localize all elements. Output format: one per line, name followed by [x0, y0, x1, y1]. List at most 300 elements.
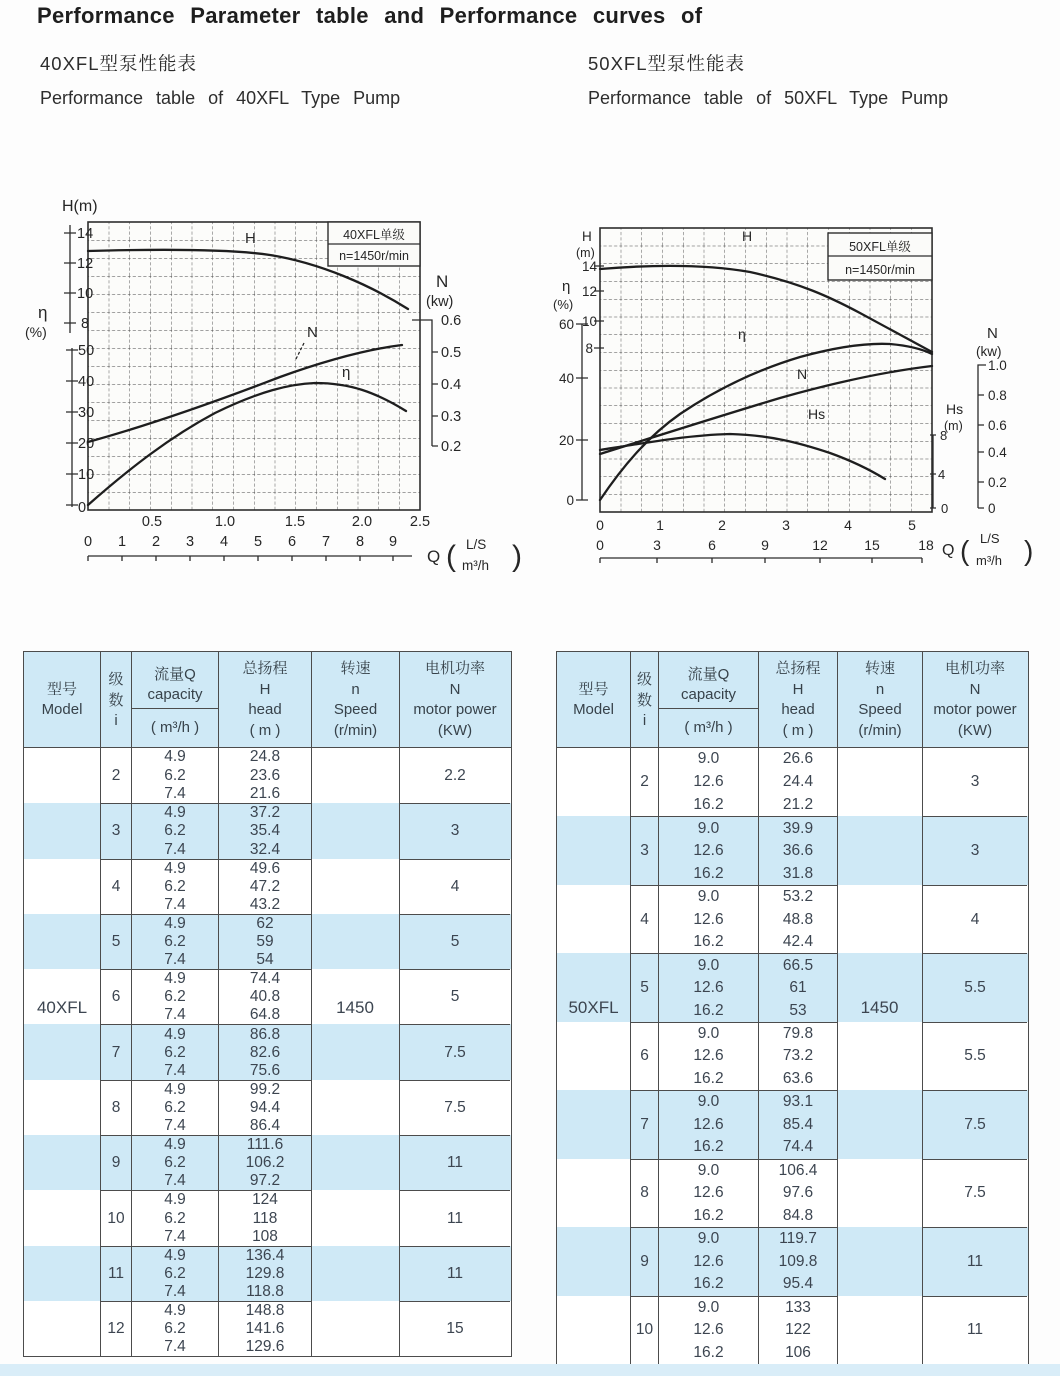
- head-value: 31.8: [782, 864, 814, 882]
- capacity-value: 4.9: [164, 1302, 186, 1320]
- head-value: 39.9: [782, 819, 814, 837]
- stage-header-zh: 级数: [108, 670, 124, 709]
- head-value: 118.8: [246, 1282, 284, 1300]
- speed-cell: [311, 748, 399, 803]
- stage-cell: 9: [100, 1135, 131, 1190]
- capacity-cell: [131, 1080, 218, 1135]
- capacity-cell: [131, 803, 218, 858]
- head-value: 36.6: [782, 842, 814, 860]
- head-cell: [218, 1135, 311, 1190]
- capacity-value: 9.0: [697, 956, 720, 974]
- head-value: 129.8: [245, 1264, 285, 1282]
- q-axis-label: [427, 537, 522, 573]
- n-tick-label: 0.6: [441, 313, 462, 329]
- capacity-value: 16.2: [693, 1069, 724, 1087]
- power-cell: 11: [922, 1227, 1027, 1295]
- capacity-cell: [131, 859, 218, 914]
- power-header-unit: (KW): [957, 721, 993, 739]
- capacity-value: 16.2: [693, 864, 724, 882]
- speed-header-en: Speed: [333, 701, 378, 718]
- table-row: [24, 1301, 511, 1356]
- n-axis-label: N: [987, 325, 998, 342]
- head-cell: [758, 1022, 837, 1090]
- head-value: 21.6: [249, 785, 281, 803]
- capacity-value: 4.9: [164, 1080, 186, 1098]
- x-tick-ls: 2.5: [409, 514, 431, 530]
- speed-header-unit: (r/min): [333, 721, 378, 739]
- stage-cell: 10: [630, 1296, 658, 1364]
- table-row: [24, 803, 511, 858]
- capacity-value: 7.4: [164, 840, 186, 858]
- eta-curve-label: η: [738, 326, 746, 342]
- head-value: 43.2: [249, 895, 281, 913]
- head-value: 99.2: [249, 1080, 281, 1098]
- head-cell: [758, 953, 837, 1021]
- performance-chart-50xfl: [550, 195, 1060, 590]
- table-body: [24, 748, 511, 1356]
- model-cell: [24, 1246, 100, 1301]
- model-cell: [557, 1296, 630, 1364]
- eta-curve-label: η: [342, 364, 351, 381]
- model-cell: [557, 1022, 630, 1090]
- paren-close: ): [1024, 535, 1034, 566]
- head-value: 106.2: [245, 1154, 285, 1172]
- hs-axis-unit: (m): [944, 419, 963, 433]
- n-tick-label: 0.2: [441, 439, 462, 455]
- head-value: 63.6: [782, 1069, 814, 1087]
- power-header-sym: N: [969, 680, 981, 698]
- head-value: 84.8: [782, 1206, 814, 1224]
- table-body: [557, 748, 1028, 1364]
- capacity-value: 7.4: [164, 1117, 186, 1135]
- x-tick-ls: 1: [656, 517, 664, 533]
- stage-cell: 5: [100, 914, 131, 969]
- capacity-value: 6.2: [164, 877, 186, 895]
- stage-cell: 9: [630, 1227, 658, 1295]
- head-value: 73.2: [782, 1047, 814, 1065]
- chart-legend-40xfl: [328, 222, 420, 266]
- x-tick-m3h: 18: [918, 537, 934, 553]
- stage-cell: 3: [100, 803, 131, 858]
- head-header: [758, 652, 837, 747]
- speed-header: [837, 652, 922, 747]
- n-tick-label: 0.8: [988, 388, 1007, 403]
- eta-tick-label: 20: [78, 436, 95, 452]
- capacity-value: 6.2: [164, 988, 186, 1006]
- eta-tick-label: 40: [78, 374, 95, 390]
- hs-curve-label: Hs: [808, 406, 826, 422]
- head-value: 97.2: [249, 1172, 281, 1190]
- capacity-cell: [658, 1227, 758, 1295]
- head-value: 136.4: [245, 1246, 285, 1264]
- capacity-value: 7.4: [164, 1061, 186, 1079]
- capacity-value: 7.4: [164, 785, 186, 803]
- head-value: 59: [256, 933, 274, 951]
- model-cell: [24, 914, 100, 969]
- eta-axis-label: η: [562, 278, 571, 295]
- table-row: [557, 1296, 1028, 1364]
- hs-tick-label: 0: [941, 501, 949, 516]
- stage-header-en: i: [642, 711, 647, 729]
- speed-header: [311, 652, 399, 747]
- capacity-value: 16.2: [693, 1275, 724, 1293]
- eta-tick-label: 40: [558, 371, 574, 386]
- head-value: 24.8: [249, 748, 281, 766]
- head-value: 48.8: [782, 910, 814, 928]
- head-value: 47.2: [249, 877, 281, 895]
- stage-cell: 2: [630, 748, 658, 816]
- capacity-value: 9.0: [697, 1230, 720, 1248]
- head-cell: [218, 969, 311, 1024]
- head-cell: [218, 1024, 311, 1079]
- head-value: 23.6: [249, 766, 281, 784]
- n-tick-label: 1.0: [988, 358, 1007, 373]
- stage-cell: 5: [630, 953, 658, 1021]
- eta-tick-label: 10: [78, 467, 95, 483]
- capacity-value: 6.2: [164, 1264, 186, 1282]
- x-axis-m3h-labels: [84, 534, 397, 550]
- q-label: Q: [427, 547, 441, 566]
- capacity-cell: [658, 816, 758, 884]
- head-cell: [218, 748, 311, 803]
- stage-cell: 3: [630, 816, 658, 884]
- speed-cell: [311, 1024, 399, 1079]
- stage-cell: 6: [630, 1022, 658, 1090]
- head-value: 122: [785, 1321, 811, 1339]
- capacity-cell: [658, 953, 758, 1021]
- power-cell: 4: [922, 885, 1027, 953]
- model-header-en: Model: [41, 700, 83, 718]
- model-value: 40XFL: [36, 998, 88, 1017]
- h-curve-label: H: [742, 228, 753, 244]
- x-tick-m3h: 8: [355, 534, 365, 550]
- capacity-value: 16.2: [693, 1206, 724, 1224]
- x-axis-line: [600, 558, 922, 563]
- power-cell: 11: [399, 1190, 510, 1245]
- head-value: 53.2: [782, 888, 814, 906]
- head-value: 62: [256, 914, 274, 932]
- capacity-header: [658, 652, 758, 747]
- capacity-cell: [131, 1024, 218, 1079]
- model-header-zh: 型号: [46, 680, 77, 698]
- x-tick-ls: 1.5: [284, 514, 306, 530]
- table-row: [24, 748, 511, 803]
- legend-speed: n=1450r/min: [339, 249, 409, 263]
- legend-model: 50XFL单级: [849, 240, 911, 254]
- head-header: [218, 652, 311, 747]
- head-value: 95.4: [782, 1275, 814, 1293]
- stage-cell: 8: [100, 1080, 131, 1135]
- capacity-value: 4.9: [164, 1246, 186, 1264]
- capacity-value: 6.2: [164, 1043, 186, 1061]
- head-value: 42.4: [782, 933, 814, 951]
- capacity-value: 7.4: [164, 1172, 186, 1190]
- capacity-value: 16.2: [693, 1001, 724, 1019]
- x-tick-m3h: 6: [708, 537, 716, 553]
- h-axis-unit: (m): [576, 246, 595, 260]
- head-value: 118: [252, 1209, 278, 1227]
- capacity-value: 4.9: [164, 970, 186, 988]
- model-cell: [24, 859, 100, 914]
- capacity-value: 4.9: [164, 804, 186, 822]
- x-tick-ls: 4: [844, 517, 852, 533]
- head-value: 141.6: [245, 1320, 285, 1338]
- table-row: [24, 914, 511, 969]
- capacity-value: 6.2: [164, 766, 186, 784]
- capacity-cell: [131, 1190, 218, 1245]
- h-tick-label: 14: [77, 226, 94, 242]
- capacity-cell: [131, 1135, 218, 1190]
- head-value: 61: [789, 979, 807, 997]
- h-tick-label: 8: [81, 316, 90, 332]
- speed-cell: [311, 1080, 399, 1135]
- performance-chart-40xfl: [20, 185, 530, 585]
- model-cell: [557, 1227, 630, 1295]
- head-cell: [758, 1090, 837, 1158]
- head-value: 108: [252, 1227, 278, 1245]
- stage-cell: 10: [100, 1190, 131, 1245]
- capacity-value: 9.0: [697, 1298, 720, 1316]
- power-header-sym: N: [449, 680, 461, 698]
- h-tick-label: 14: [581, 259, 597, 274]
- head-value: 54: [256, 951, 274, 969]
- model-header: [557, 652, 630, 747]
- capacity-header-unit: ( m³/h ): [659, 708, 758, 747]
- table-header: [557, 652, 1028, 748]
- eta-tick-label: 0: [78, 500, 87, 516]
- speed-cell: [837, 1296, 922, 1364]
- head-value: 106.4: [778, 1161, 818, 1179]
- speed-header-zh: 转速: [864, 660, 895, 677]
- x-tick-m3h: 9: [761, 537, 769, 553]
- power-header-en: motor power: [933, 701, 1017, 718]
- model-cell: [24, 1024, 100, 1079]
- capacity-value: 12.6: [693, 1252, 724, 1270]
- capacity-value: 6.2: [164, 1320, 186, 1338]
- power-cell: 5: [399, 914, 510, 969]
- table-header: [24, 652, 511, 748]
- head-value: 86.8: [249, 1025, 281, 1043]
- capacity-value: 12.6: [693, 842, 724, 860]
- table-row: [557, 1090, 1028, 1158]
- capacity-value: 6.2: [164, 1154, 186, 1172]
- capacity-value: 9.0: [697, 888, 720, 906]
- head-cell: [218, 1246, 311, 1301]
- capacity-header-zh: 流量Q: [154, 666, 196, 683]
- capacity-value: 7.4: [164, 1227, 186, 1245]
- capacity-cell: [131, 1301, 218, 1356]
- table-row: [557, 1159, 1028, 1227]
- model-value: 50XFL: [568, 998, 619, 1017]
- eta-axis-label: η: [38, 303, 48, 322]
- capacity-value: 12.6: [693, 1184, 724, 1202]
- x-tick-ls: 2: [718, 517, 726, 533]
- paren-close: ): [512, 540, 522, 573]
- stage-cell: 11: [100, 1246, 131, 1301]
- capacity-header-zh: 流量Q: [687, 666, 730, 683]
- speed-cell: [311, 1135, 399, 1190]
- h-tick-label: 10: [77, 286, 94, 302]
- subtitle-40xfl-zh: 40XFL型泵性能表: [40, 53, 198, 74]
- table-row: [24, 1135, 511, 1190]
- table-row: [557, 816, 1028, 884]
- q-unit-ls: L/S: [980, 531, 1000, 546]
- speed-value: 1450: [336, 998, 374, 1017]
- h-curve-label: H: [245, 230, 256, 247]
- speed-cell: [311, 1190, 399, 1245]
- model-cell: [557, 748, 630, 816]
- x-tick-m3h: 6: [287, 534, 297, 550]
- power-cell: 11: [399, 1246, 510, 1301]
- head-cell: [758, 748, 837, 816]
- x-tick-ls: 2.0: [351, 514, 373, 530]
- speed-header-zh: 转速: [340, 660, 371, 677]
- capacity-header: [131, 652, 218, 747]
- stage-header: [630, 652, 658, 747]
- capacity-cell: [658, 1090, 758, 1158]
- eta-tick-label: 30: [78, 405, 95, 421]
- n-curve-label: N: [797, 366, 808, 382]
- x-tick-m3h: 7: [321, 534, 331, 550]
- h-tick-label: 10: [581, 314, 597, 329]
- capacity-value: 7.4: [164, 1282, 186, 1300]
- paren-open: (: [446, 540, 456, 573]
- head-cell: [218, 1190, 311, 1245]
- speed-cell: [837, 1022, 922, 1090]
- capacity-cell: [658, 748, 758, 816]
- power-cell: 5: [399, 969, 510, 1024]
- capacity-cell: [658, 1022, 758, 1090]
- power-cell: 7.5: [399, 1024, 510, 1079]
- head-value: 32.4: [249, 840, 281, 858]
- speed-cell: [311, 859, 399, 914]
- x-tick-m3h: 0: [83, 534, 93, 550]
- stage-cell: 6: [100, 969, 131, 1024]
- power-header-unit: (KW): [437, 721, 473, 739]
- head-value: 24.4: [782, 773, 814, 791]
- q-unit-ls: L/S: [466, 537, 487, 552]
- x-tick-m3h: 9: [388, 534, 398, 550]
- speed-cell: [837, 1159, 922, 1227]
- head-value: 124: [252, 1191, 278, 1209]
- chart-legend-50xfl: [828, 233, 932, 280]
- model-cell: [24, 1190, 100, 1245]
- eta-tick-label: 60: [558, 317, 574, 332]
- head-value: 53: [789, 1001, 807, 1019]
- power-cell: 3: [922, 816, 1027, 884]
- power-cell: 5.5: [922, 953, 1027, 1021]
- model-cell: [24, 803, 100, 858]
- n-axis-unit: (kw): [426, 294, 454, 310]
- head-value: 49.6: [249, 859, 281, 877]
- capacity-cell: [658, 1159, 758, 1227]
- speed-header-sym: n: [875, 680, 885, 698]
- n-curve-label: N: [307, 324, 318, 341]
- eta-axis-ticks: [66, 348, 78, 507]
- head-value: 129.6: [245, 1338, 285, 1356]
- head-header-zh: 总扬程: [775, 660, 821, 677]
- legend-speed: n=1450r/min: [845, 263, 915, 277]
- model-cell: [557, 885, 630, 953]
- h-tick-label: 12: [581, 284, 597, 299]
- capacity-cell: [658, 885, 758, 953]
- speed-header-unit: (r/min): [858, 721, 902, 739]
- head-value: 133: [785, 1298, 811, 1316]
- head-header-zh: 总扬程: [242, 660, 288, 677]
- power-cell: 2.2: [399, 748, 510, 803]
- capacity-value: 7.4: [164, 951, 186, 969]
- power-cell: 7.5: [922, 1090, 1027, 1158]
- speed-cell: [311, 1301, 399, 1356]
- x-axis-m3h-labels: [596, 537, 934, 553]
- capacity-value: 12.6: [693, 1115, 724, 1133]
- x-tick-m3h: 15: [864, 537, 880, 553]
- x-tick-m3h: 4: [219, 534, 229, 550]
- model-cell: [557, 1159, 630, 1227]
- head-cell: [758, 1296, 837, 1364]
- head-value: 74.4: [782, 1138, 814, 1156]
- n-axis-label: N: [436, 272, 449, 291]
- model-cell: [557, 816, 630, 884]
- capacity-value: 9.0: [697, 1093, 720, 1111]
- capacity-value: 6.2: [164, 933, 186, 951]
- paren-open: (: [960, 535, 970, 566]
- head-value: 148.8: [245, 1302, 285, 1320]
- head-header-en: head: [781, 701, 815, 718]
- speed-cell: [837, 748, 922, 816]
- capacity-cell: [658, 1296, 758, 1364]
- power-header-en: motor power: [413, 701, 497, 718]
- model-cell: [24, 1301, 100, 1356]
- speed-cell: [311, 803, 399, 858]
- n-tick-label: 0.6: [988, 418, 1007, 433]
- head-value: 85.4: [782, 1115, 814, 1133]
- h-axis-label: H: [582, 229, 592, 244]
- capacity-value: 9.0: [697, 750, 720, 768]
- h-tick-label: 12: [77, 256, 94, 272]
- capacity-value: 16.2: [693, 796, 724, 814]
- capacity-value: 12.6: [693, 979, 724, 997]
- n-tick-label: 0.3: [441, 409, 462, 425]
- table-row: [24, 1246, 511, 1301]
- speed-header-en: Speed: [858, 701, 902, 718]
- head-value: 94.4: [249, 1098, 281, 1116]
- capacity-value: 16.2: [693, 1138, 724, 1156]
- n-tick-label: 0.5: [441, 345, 462, 361]
- capacity-value: 16.2: [693, 1343, 724, 1361]
- speed-cell: [837, 816, 922, 884]
- stage-cell: 4: [630, 885, 658, 953]
- bottom-strip: [0, 1364, 1060, 1376]
- capacity-value: 12.6: [693, 773, 724, 791]
- stage-header-zh: 级数: [636, 670, 652, 709]
- x-tick-m3h: 2: [151, 534, 161, 550]
- eta-axis-unit: (%): [25, 324, 47, 340]
- head-cell: [218, 1301, 311, 1356]
- head-cell: [758, 1159, 837, 1227]
- head-value: 66.5: [782, 956, 814, 974]
- q-axis-label: [942, 531, 1033, 568]
- head-cell: [218, 803, 311, 858]
- power-cell: 11: [399, 1135, 510, 1190]
- h-axis-label: H(m): [62, 198, 98, 215]
- capacity-value: 4.9: [164, 1191, 186, 1209]
- x-tick-m3h: 3: [653, 537, 661, 553]
- head-value: 119.7: [779, 1230, 817, 1248]
- head-value: 93.1: [782, 1093, 814, 1111]
- x-tick-ls: 0: [596, 517, 604, 533]
- speed-cell: [837, 1090, 922, 1158]
